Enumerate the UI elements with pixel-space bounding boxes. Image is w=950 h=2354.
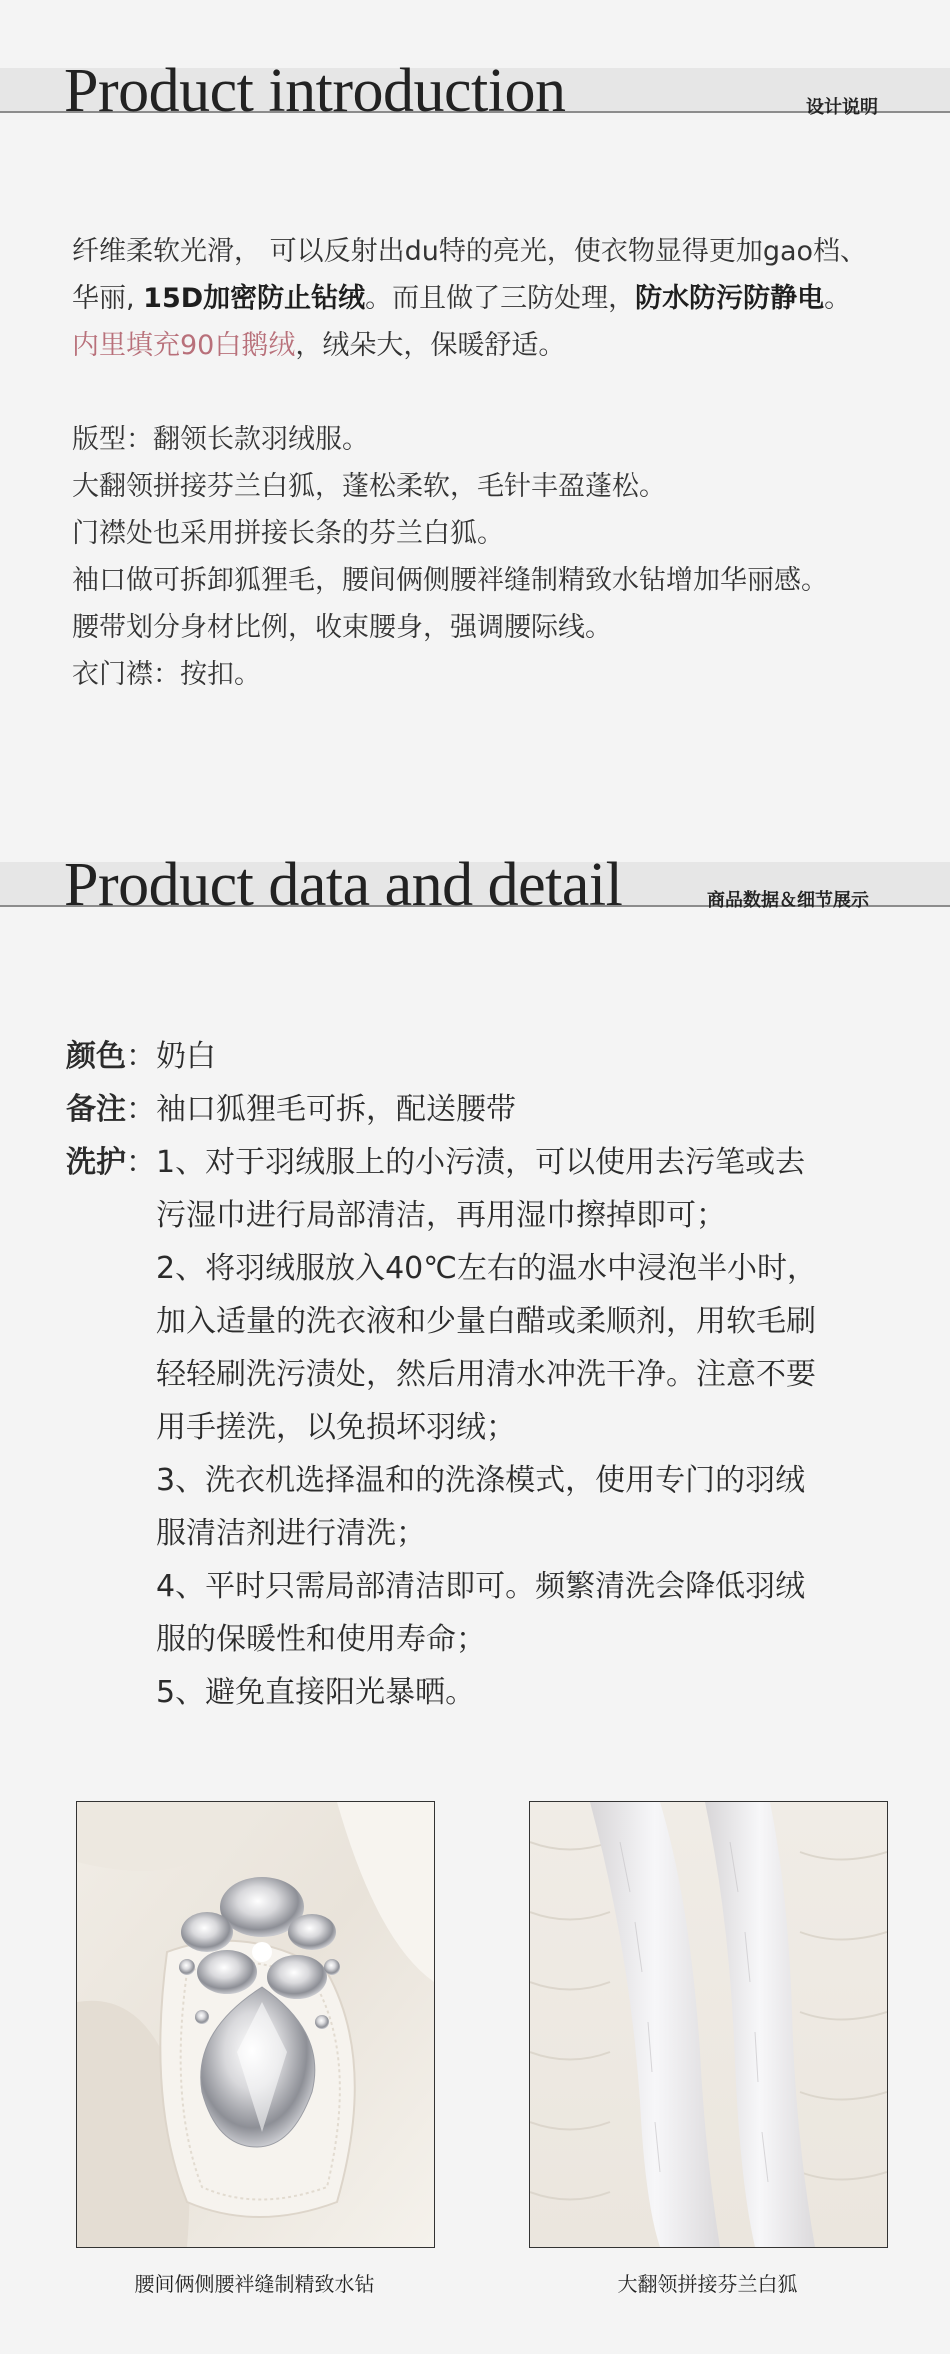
section-subtitle: 商品数据＆细节展示 xyxy=(707,890,869,911)
care-line: 污湿巾进行局部清洁，再用湿巾擦掉即可； xyxy=(156,1198,726,1233)
style-line: 门襟处也采用拼接长条的芬兰白狐。 xyxy=(72,518,504,549)
intro-filling-highlight: 内里填充90白鹅绒 xyxy=(72,330,296,361)
care-line: 5、避免直接阳光暴晒。 xyxy=(156,1675,476,1710)
detail-color-row: 颜色： 奶白 xyxy=(66,1030,817,1083)
product-details xyxy=(66,1030,817,1719)
care-line: 4、平时只需局部清洁即可。频繁清洗会降低羽绒 xyxy=(156,1569,806,1604)
style-line: 腰带划分身材比例，收束腰身，强调腰际线。 xyxy=(72,612,612,643)
section-title: Product data and detail xyxy=(64,851,623,919)
care-line: 轻轻刷洗污渍处，然后用清水冲洗干净。注意不要 xyxy=(156,1357,816,1392)
photo-caption: 大翻领拼接芬兰白狐 xyxy=(617,2272,798,2296)
section-title: Product introduction xyxy=(64,57,566,125)
detail-key: 颜色 xyxy=(66,1039,126,1074)
care-instructions xyxy=(156,1136,817,1719)
rhinestone-detail-photo xyxy=(76,1801,435,2248)
care-line: 1、对于羽绒服上的小污渍，可以使用去污笔或去 xyxy=(156,1145,806,1180)
photo-caption: 腰间俩侧腰袢缝制精致水钻 xyxy=(134,2272,375,2296)
style-line: 袖口做可拆卸狐狸毛，腰间俩侧腰袢缝制精致水钻增加华丽感。 xyxy=(72,565,828,596)
intro-fragment: 。 xyxy=(824,283,852,314)
style-line: 大翻领拼接芬兰白狐，蓬松柔软，毛针丰盈蓬松。 xyxy=(72,471,666,502)
detail-value: 袖口狐狸毛可拆，配送腰带 xyxy=(156,1092,516,1127)
care-line: 服清洁剂进行清洗； xyxy=(156,1516,426,1551)
intro-fragment: ，绒朵大，保暖舒适。 xyxy=(295,330,566,361)
section-subtitle: 设计说明 xyxy=(806,97,878,118)
detail-key: 备注 xyxy=(66,1092,126,1127)
intro-line xyxy=(72,275,902,322)
intro-fragment: 华丽, xyxy=(72,283,144,314)
intro-highlight: 15D加密防止钻绒 xyxy=(143,283,366,314)
intro-highlight: 防水防污防静电 xyxy=(635,283,825,314)
care-line: 用手搓洗，以免损坏羽绒； xyxy=(156,1410,516,1445)
care-line: 加入适量的洗衣液和少量白醋或柔顺剂，用软毛刷 xyxy=(156,1304,816,1339)
intro-fragment: 。而且做了三防处理， xyxy=(365,283,636,314)
detail-care-row: 洗护： 1、对于羽绒服上的小污渍，可以使用去污笔或去 污湿巾进行局部清洁，再用湿巾擦掉即可； 2、将羽绒服放入40℃左右的温水中浸泡半小时， 加入适量的洗衣液和少量白醋或柔顺剂，用软毛刷 轻轻刷洗污渍处，然后用清水冲洗干净。注意不要 用手搓洗，以免损坏羽绒； 3、洗衣机选择温和的洗涤模式，使用专门的羽绒 服清洁剂进行清洗； 4、平时只需局部清洁即可。频繁清洗会降低羽绒 服的保暖性和使用寿命； 5、避免直接阳光暴晒。 xyxy=(66,1136,817,1719)
detail-note-row: 备注： 袖口狐狸毛可拆，配送腰带 xyxy=(66,1083,817,1136)
care-line: 2、将羽绒服放入40℃左右的温水中浸泡半小时， xyxy=(156,1251,817,1286)
detail-key: 洗护 xyxy=(66,1145,126,1180)
care-line: 服的保暖性和使用寿命； xyxy=(156,1622,486,1657)
style-line: 衣门襟：按扣。 xyxy=(72,659,261,690)
fox-fur-detail-photo xyxy=(529,1801,888,2248)
care-line: 3、洗衣机选择温和的洗涤模式，使用专门的羽绒 xyxy=(156,1463,806,1498)
detail-value: 奶白 xyxy=(156,1039,216,1074)
intro-text xyxy=(72,228,902,698)
intro-line xyxy=(72,322,902,369)
style-line: 版型：翻领长款羽绒服。 xyxy=(72,424,369,455)
intro-line: 纤维柔软光滑， 可以反射出du特的亮光，使衣物显得更加gao档、 xyxy=(72,236,868,267)
